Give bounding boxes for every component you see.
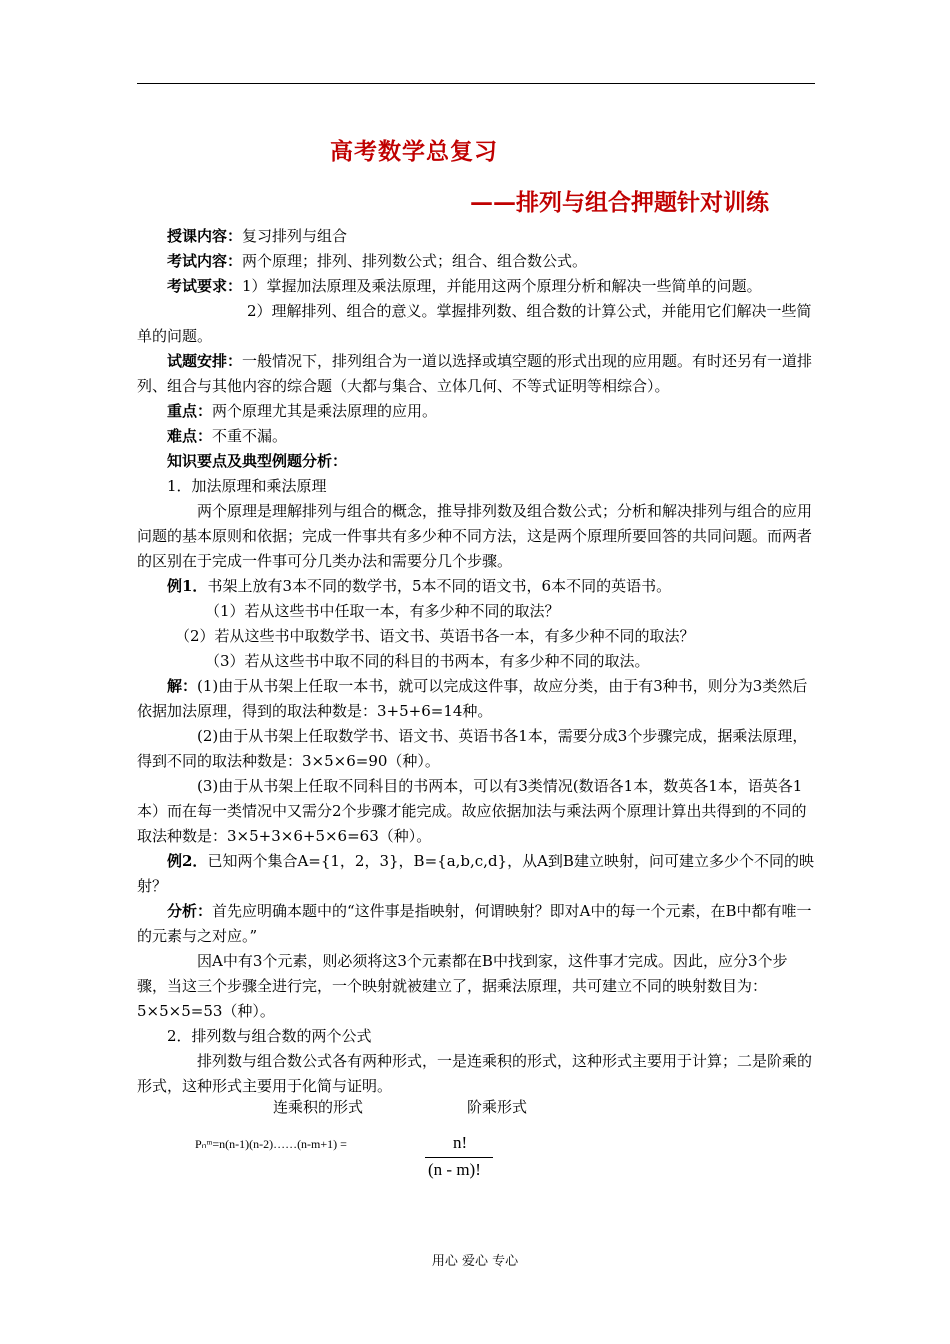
example-1-question-1: （1）若从这些书中任取一本，有多少种不同的取法？ (205, 602, 560, 620)
example-2 (137, 849, 815, 899)
label: 考试要求： (167, 277, 243, 295)
label: 重点： (167, 402, 213, 420)
permutation-formula: Pₙᵐ=n(n-1)(n-2)……(n-m+1) = (195, 1137, 347, 1151)
fraction-bar (425, 1157, 493, 1158)
teaching-content-line (137, 224, 815, 249)
header-rule (137, 83, 815, 84)
paragraph-2: 因A中有3个元素，则必须将这3个元素都在B中找到家，这件事才完成。因此，应分3个步骤，当这三个步骤全进行完，一个映射就被建立了，据乘法原理，共可建立不同的映射数目为：5×5×5=53（种）。 (137, 952, 788, 1020)
example-1-question-2: （2）若从这些书中取数学书、语文书、英语书各一本，有多少种不同的取法？ (175, 627, 695, 645)
text: 已知两个集合A={1，2，3}，B={a,b,c,d}，从A到B建立映射，问可建立多少个不同的映射？ (137, 852, 814, 895)
text: (1)由于从书架上任取一本书，就可以完成这件事，故应分类，由于有3种书，则分为3类然后依据加法原理，得到的取法种数是：3+5+6=14种。 (137, 677, 808, 720)
section-1-heading: 1．加法原理和乘法原理 (167, 477, 327, 495)
document-title: 高考数学总复习 (330, 138, 498, 165)
solution-1 (137, 674, 815, 724)
document-body (137, 224, 815, 1099)
exam-requirement-line (137, 274, 815, 299)
label: 例1． (167, 577, 208, 595)
text: 复习排列与组合 (242, 227, 348, 245)
label: 例2． (167, 852, 208, 870)
solution-3: (3)由于从书架上任取不同科目的书两本，可以有3类情况(数语各1本，数英各1本，语英各1本）而在每一类情况中又需分2个步骤才能完成。故应依据加法与乘法两个原理计算出共得到的不同的取法种数是：3×5+3×6+5×6=63（种）。 (137, 777, 807, 845)
product-form-label: 连乘积的形式 (273, 1098, 364, 1116)
paragraph-1: 两个原理是理解排列与组合的概念，推导排列数及组合数公式；分析和解决排列与组合的应用问题的基本原则和依据；完成一件事共有多少种不同方法，这是两个原理所要回答的共同问题。而两者的区别在于完成一件事可分几类办法和需要分几个步骤。 (137, 502, 813, 570)
example-1 (137, 574, 815, 599)
text: 首先应明确本题中的“这件事是指映射，何谓映射？即对A中的每一个元素，在B中都有唯一的元素与之对应。” (137, 902, 812, 945)
label: 难点： (167, 427, 213, 445)
label: 考试内容： (167, 252, 243, 270)
label: 分析： (167, 902, 213, 920)
text: 书架上放有3本不同的数学书，5本不同的语文书，6本不同的英语书。 (207, 577, 672, 595)
document-subtitle: ——排列与组合押题针对训练 (470, 189, 769, 216)
label: 解： (167, 677, 198, 695)
label: 试题安排： (167, 352, 243, 370)
exam-arrangement-line (137, 349, 815, 399)
fraction-numerator: n! (453, 1133, 468, 1152)
analysis (137, 899, 815, 949)
label: 授课内容： (167, 227, 243, 245)
section-2-heading: 2．排列数与组合数的两个公式 (167, 1027, 372, 1045)
text: 两个原理尤其是乘法原理的应用。 (212, 402, 438, 420)
text: 1）掌握加法原理及乘法原理，并能用这两个原理分析和解决一些简单的问题。 (242, 277, 762, 295)
text: 两个原理；排列、排列数公式；组合、组合数公式。 (242, 252, 588, 270)
requirement-2: 2）理解排列、组合的意义。掌握排列数、组合数的计算公式，并能用它们解决一些简单的问题。 (137, 302, 812, 345)
knowledge-heading: 知识要点及典型例题分析： (167, 452, 348, 470)
factorial-form-label: 阶乘形式 (467, 1098, 528, 1116)
page-footer: 用心 爱心 专心 (431, 1254, 519, 1269)
example-1-question-3: （3）若从这些书中取不同的科目的书两本，有多少种不同的取法。 (205, 652, 650, 670)
key-point-line (137, 399, 815, 424)
fraction-denominator: (n - m)! (428, 1160, 481, 1179)
text: 一般情况下，排列组合为一道以选择或填空题的形式出现的应用题。有时还另有一道排列、组合与其他内容的综合题（大都与集合、立体几何、不等式证明等相综合）。 (137, 352, 813, 395)
difficulty-line (137, 424, 815, 449)
solution-2: (2)由于从书架上任取数学书、语文书、英语书各1本，需要分成3个步骤完成，据乘法原理，得到不同的取法种数是：3×5×6=90（种）。 (137, 727, 808, 770)
text: 不重不漏。 (212, 427, 288, 445)
exam-content-line (137, 249, 815, 274)
paragraph-3: 排列数与组合数公式各有两种形式，一是连乘积的形式，这种形式主要用于计算；二是阶乘的形式，这种形式主要用于化简与证明。 (137, 1052, 813, 1095)
